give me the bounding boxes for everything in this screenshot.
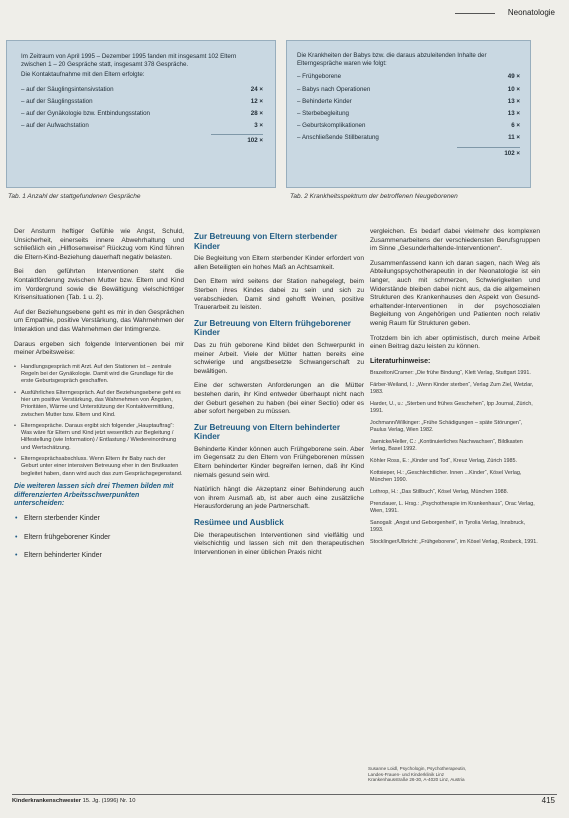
- literature-heading: Literaturhinweise:: [370, 357, 431, 365]
- section-heading: Zur Betreuung von Eltern sterbender Kinder: [194, 232, 338, 251]
- list-item: Färber-Weiland, I.: „Wenn Kinder sterben“, Verlag Zum Ziel, Wetzlar, 1983.: [370, 382, 534, 396]
- list-item: Jochmann/Wilkinger: „Frühe Schädigungen – späte Störungen“, Paulus Verlag, Wien 1982.: [370, 420, 523, 434]
- paragraph: Die Begleitung von Eltern sterbender Kinder erfordert von allen Beteiligten ein hohes Maß an Achtsamkeit.: [194, 255, 364, 271]
- table-1-lead: Die Kontaktaufnahme mit den Eltern erfolgte:: [21, 71, 145, 79]
- header-rule: [455, 13, 495, 14]
- section-heading: Resümee und Ausblick: [194, 518, 284, 528]
- table-row: – auf der Gynäkologie bzw. Entbindungsstation 28 ×: [21, 110, 263, 118]
- journal-name: Kinderkrankenschwester: [12, 798, 81, 804]
- table-2-total: 102 ×: [457, 147, 520, 158]
- section-heading: Zur Betreuung von Eltern frühgeborener Kinder: [194, 318, 351, 338]
- section-heading: Neonatologie: [507, 8, 555, 17]
- section-heading: Zur Betreuung von Eltern behinderter Kinder: [194, 422, 341, 442]
- table-row: – auf der Säuglingsintensivstation 24 ×: [21, 85, 263, 93]
- paragraph: vergleichen. Es bedarf dabei vielmehr des komplexen Zusammenarbeitens der verschiedensten Berufsgruppen im Sinne „Gesunderhaltende-Interventionen“.: [370, 228, 540, 253]
- list-item: • Ausführliches Elterngespräch. Auf der Beziehungsebene geht es hier um positive Verstärkung, das Wahrnehmen von Ängsten, Prioritäten, Wärme und Unterstützung der Kontaktvermittlung, zwischen Mutter bzw. Eltern und Kind.: [14, 390, 184, 419]
- text-column-2: [194, 228, 364, 563]
- table-1-box: [6, 40, 276, 188]
- list-item: Köhler Ross, E.: „Kinder und Tod“, Kreuz Verlag, Zürich 1985.: [370, 458, 518, 465]
- list-item: • Handlungsgespräch mit Arzt. Auf den Stationen ist – zentrale Regeln bei der Gynäkologie. Damit wird die Grundlage für die erste Geburtsgespräch geschaffen.: [14, 364, 184, 386]
- table-row: – Babys nach Operationen 10 ×: [297, 85, 520, 93]
- table-1-caption: Tab. 1 Anzahl der stattgefundenen Gespräche: [8, 193, 141, 200]
- list-item: Prenzlauer, L. Hrsg.: „Psychotherapie im Krankenhaus“, Orac Verlag, Wien, 1991.: [370, 501, 535, 515]
- paragraph: Trotzdem bin ich aber optimistisch, durch meine Arbeit einen Beitrag dazu leisten zu können.: [370, 334, 540, 351]
- highlight-text: Die weiteren lassen sich drei Themen bilden mit differenzierten Arbeitsschwerpunkten unterscheiden:: [14, 482, 174, 508]
- focus-list: [14, 515, 184, 561]
- list-item: • Elterngespräche. Daraus ergibt sich folgender „Hauptauftrag“: Was wäre für Eltern und Kind jetzt wesentlich zur Begleitung / Hilfestellung (wie Information) / Entlastung / Wiedereinordnung und Wertschätzung.: [14, 423, 184, 452]
- list-item: Harder, U., u.: „Sterben und frühes Geschehen“, Ipp Journal, Zürich, 1991.: [370, 401, 533, 415]
- page-number: 415: [541, 796, 555, 805]
- paragraph: Natürlich hängt die Akzeptanz einer Behinderung auch von ihrem Ausmaß ab, ist aber auch eine zusätzliche Herausforderung an jede Partnerschaft.: [194, 486, 364, 511]
- list-item: Kottsieper, H.: „Geschlechtlicher. Innen ...Kinder“, Kösel Verlag, München 1990.: [370, 470, 522, 484]
- table-2-caption: Tab. 2 Krankheitsspektrum der betroffenen Neugeborenen: [290, 193, 458, 200]
- table-row: – auf der Aufwachstation 3 ×: [21, 122, 263, 130]
- table-row: – Geburtskomplikationen 6 ×: [297, 122, 520, 130]
- paragraph: Die therapeutischen Interventionen sind vielfältig und vielschichtig und lassen sich mit den therapeutischen Interventionen in einer üblichen Praxis nicht: [194, 531, 364, 556]
- paragraph: Behinderte Kinder können auch Frühgeborene sein. Aber im Gegensatz zu den Eltern von Frühgeborenen müssen Eltern behinderter Kinder begreifen lernen, daß ihr Kind niemals gesund sein wird.: [194, 445, 364, 479]
- list-item: • Eltern sterbender Kinder: [14, 515, 184, 524]
- table-1-intro: Im Zeitraum von April 1995 – Dezember 1995 fanden mit insgesamt 102 Eltern zwischen 1 – 20 Gespräche statt, insgesamt 378 Gespräche.: [21, 53, 237, 69]
- table-2-intro: Die Krankheiten der Babys bzw. die daraus abzuleitenden Inhalte der Elterngespräche waren wie folgt:: [297, 52, 487, 68]
- list-item: Brazelton/Cramer: „Die frühe Bindung“, Klett Verlag, Stuttgart 1991.: [370, 370, 531, 377]
- table-row: – Behinderte Kinder 13 ×: [297, 97, 520, 105]
- list-item: • Elterngesprächsabschluss. Wenn Eltern ihr Baby nach der Geburt unter einer intensiven Betreuung eher in den Brutkasten begleitet haben, dann wird auch das zum Gesprächsgegenstand.: [14, 456, 184, 478]
- table-row: – auf der Säuglingsstation 12 ×: [21, 97, 263, 105]
- list-item: • Eltern frühgeborener Kinder: [14, 534, 184, 543]
- journal-issue: 15. Jg. (1996) Nr. 10: [82, 798, 136, 804]
- list-item: Stocklinger/Ulbricht: „Frühgeborene“, im Kösel Verlag, Rosbeck, 1991.: [370, 539, 538, 546]
- table-row: – Sterbebegleitung 13 ×: [297, 110, 520, 118]
- paragraph: Bei den geführten Interventionen steht die Kontaktförderung zwischen Mutter bzw. Eltern und Kind im Vordergrund sowie die Bewältigung vielschichtiger Krisensituationen (Tab. 1 u. 2).: [14, 268, 184, 302]
- paragraph: Eine der schwersten Anforderungen an die Mütter bestehen darin, ihr Kind entweder überhaupt nicht nach der Geburt gesehen zu haben (bei einer Sectio) oder es aber sofort hergeben zu müssen.: [194, 382, 364, 416]
- table-2-box: [286, 40, 531, 188]
- list-item: Sanogali: „Angst und Geborgenheit“, in Tyrolia Verlag, Innsbruck, 1993.: [370, 520, 526, 534]
- footer-rule: [12, 794, 557, 795]
- paragraph: Daraus ergeben sich folgende Interventionen bei mir meiner Arbeitsweise:: [14, 340, 184, 357]
- intervention-list: [14, 364, 184, 478]
- list-item: Lothrop, H.: „Das Stillbuch“, Kösel Verlag, München 1988.: [370, 489, 509, 496]
- paragraph: Zusammenfassend kann ich daran sagen, nach Weg als Abteilungspsychotherapeutin in der Neonatologie ist ein langer, auch mit schmerzen, Schwierigkeiten und Widerstände bleiben dabei nicht aus, da die allgemeinen Strukturen des Krankenhauses den Aspekt von Gesund-erhaltender-Interventionen in der psychosozialen Begleitung von Angehörigen und Patienten noch relativ wenig Raum für Strukturen geben.: [370, 259, 540, 327]
- paragraph: Auf der Beziehungsebene geht es mir in den Gesprächen um Empathie, positive Verstärkung, das Wahrnehmen der Interaktion und das Wahrnehmen der Intimgrenze.: [14, 308, 184, 333]
- table-1-total: 102 ×: [211, 134, 263, 145]
- list-item: Jaenicke/Heller, C.: „Kontinuierliches Nachwachsen“, Bildkasten Verlag, Basel 1992.: [370, 439, 523, 453]
- footer-journal: [12, 798, 135, 804]
- literature-list: [370, 370, 540, 546]
- paragraph: Den Eltern wird seitens der Station nahegelegt, beim Sterben ihres Kindes dabei zu sein und sich zu verabschieden. Damit sind gehofft Weinen, positive Trauerarbeit zu leisten.: [194, 278, 364, 312]
- paragraph: Der Ansturm heftiger Gefühle wie Angst, Schuld, Unsicherheit, einerseits innere Abwehrhaltung und schließlich ein „Hilflosenweise“ Rückzug vom Kind führen die Eltern-Kind-Beziehung dauerhaft negativ belasten.: [14, 228, 184, 261]
- text-column-1: [14, 228, 184, 571]
- table-row: – Anschließende Stillberatung 11 ×: [297, 134, 520, 142]
- author-address: Susanne Loidl, Psychologin, Psychotherapeutin, Landes-Frauen- und Kinderklinik Linz Krankenhausstraße 26-30, A-4020 Linz, Austria: [368, 766, 467, 783]
- paragraph: Das zu früh geborene Kind bildet den Schwerpunkt in meiner Arbeit. Viele der Mütter hatten bereits eine schwierige und angstbesetzte Schwangerschaft zu bewältigen.: [194, 341, 364, 375]
- table-row: – Frühgeborene 49 ×: [297, 73, 520, 81]
- list-item: • Eltern behinderter Kinder: [14, 552, 184, 561]
- text-column-3: [370, 228, 540, 551]
